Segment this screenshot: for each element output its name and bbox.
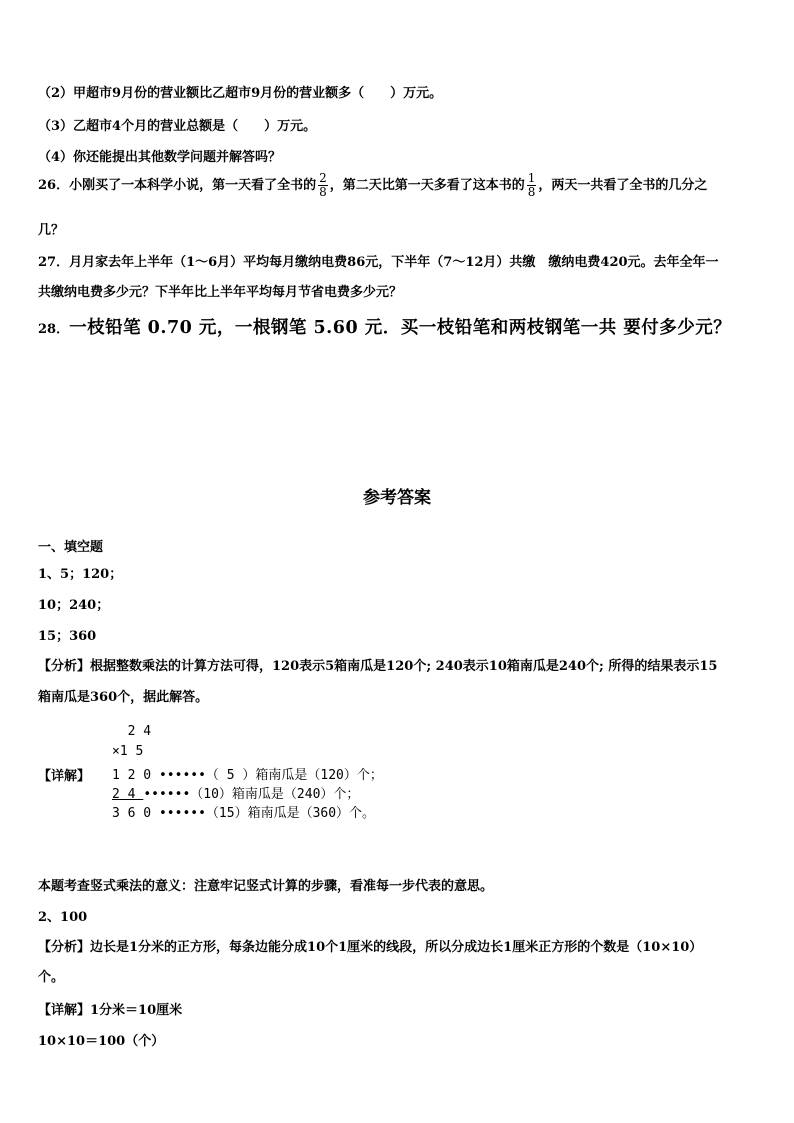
section-fill-blank: 一、填空题 (38, 540, 104, 555)
calc-row-1: 2 4 (112, 724, 152, 739)
question-25-part-4: （4）你还能提出其他数学问题并解答吗？ (38, 150, 282, 165)
calc-row-4-partial: 2 4 (112, 787, 144, 802)
question-27-line-1: 27．月月家去年上半年（1～6月）平均每月缴纳电费86元，下半年（7～12月）共缴 缴纳电费420元。去年全年一 (38, 255, 719, 270)
answer-1-line-3: 15；360 (38, 629, 97, 644)
calc-row-2: ×1 5 (112, 744, 144, 759)
question-28 (38, 314, 731, 339)
question-26-text-c: ，两天一共看了全书的几分之 (538, 178, 708, 193)
answer-1-analysis-line-2: 箱南瓜是360个，据此解答。 (38, 690, 209, 705)
answers-title: 参考答案 (363, 488, 431, 508)
answer-1-detail-label: 【详解】 (38, 769, 91, 784)
question-27-line-2: 共缴纳电费多少元？下半年比上半年平均每月节省电费多少元？ (38, 285, 403, 300)
fraction-numerator: 2 (319, 171, 327, 185)
fraction-denominator: 8 (527, 185, 536, 199)
answer-1-analysis-line-1: 【分析】根据整数乘法的计算方法可得，120表示5箱南瓜是120个; 240表示10箱南瓜是240个; 所得的结果表示15 (38, 659, 718, 674)
fraction-one-eighth (527, 172, 537, 199)
calc-row-4 (112, 783, 359, 802)
fraction-two-eighths (318, 172, 328, 199)
answer-2-calc: 10×10＝100（个） (38, 1034, 165, 1049)
question-26-line-2: 几？ (38, 223, 65, 238)
calc-row-5: 3 6 0 ••••••（15）箱南瓜是（360）个。 (112, 806, 376, 821)
question-28-text: 一枝铅笔 0.70 元，一根钢笔 5.60 元．买一枝铅笔和两枝钢笔一共 要付多少元？ (69, 318, 732, 338)
calc-row-4-note: ••••••（10）箱南瓜是（240）个； (143, 787, 360, 802)
calc-row-3: 1 2 0 ••••••（ 5 ）箱南瓜是（120）个； (112, 768, 383, 783)
answer-1-line-1: 1、5；120； (38, 567, 123, 582)
answer-2-analysis-line-2: 个。 (38, 970, 65, 985)
answer-1-line-2: 10；240； (38, 598, 110, 613)
answer-2-analysis-line-1: 【分析】边长是1分米的正方形，每条边能分成10个1厘米的线段，所以分成边长1厘米正方形的个数是（10×10） (38, 940, 703, 955)
fraction-numerator: 1 (527, 171, 536, 185)
question-25-part-3: （3）乙超市4个月的营业总额是（ ）万元。 (38, 119, 317, 134)
question-26-text-a: 26．小刚买了一本科学小说，第一天看了全书的 (38, 178, 317, 193)
answer-2-detail: 【详解】1分米＝10厘米 (38, 1003, 183, 1018)
fraction-denominator: 8 (319, 185, 327, 199)
answer-2-line-1: 2、100 (38, 910, 88, 925)
question-28-number: 28． (38, 322, 70, 337)
question-25-part-2: （2）甲超市9月份的营业额比乙超市9月份的营业额多（ ）万元。 (38, 86, 443, 101)
question-26-line-1 (38, 172, 707, 199)
answer-1-note: 本题考查竖式乘法的意义：注意牢记竖式计算的步骤，看准每一步代表的意思。 (38, 879, 494, 894)
question-26-text-b: ，第二天比第一天多看了这本书的 (329, 178, 525, 193)
